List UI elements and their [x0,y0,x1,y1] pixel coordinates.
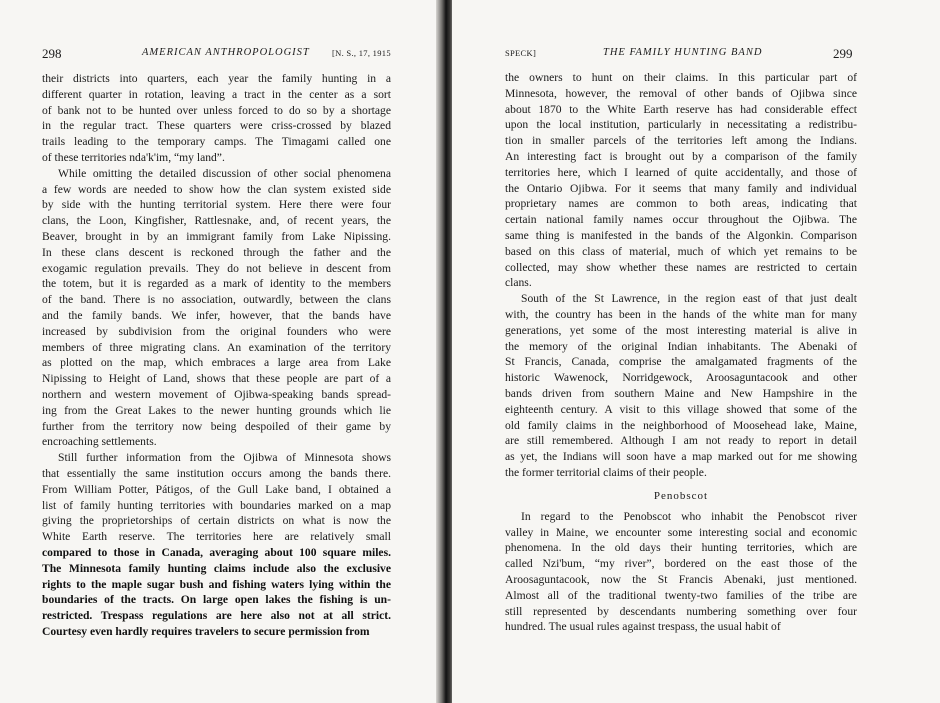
text-line: restricted. Trespass regulations are here also not at all strict. [42,609,391,623]
text-line: hundred. The usual rules against trespass, the usual habit of [505,620,781,634]
text-line: tion in smaller parcels of the territories left among the Indians. [505,134,857,148]
text-line: White Earth reserve. The territories here are relatively small [42,530,391,544]
text-line: An interesting fact is brought out by a comparison of the family [505,149,857,163]
text-line: the Ontario Ojibwa. For it seems that many family and individual [505,181,857,195]
text-line: South of the St Lawrence, in the region east of that just dealt [521,292,857,306]
text-line: northern and western movement of Ojibwa-speaking bands spread- [42,387,391,401]
text-line: as plotted on the map, which embraces a large area from Lake [42,356,391,370]
text-line: in the regular tract. These quarters were criss-crossed by blazed [42,119,391,133]
right-page-number: 299 [833,46,853,61]
text-line: the totem, but it is regarded as a mark of identity to the members [42,277,391,291]
text-line: valley in Maine, we encounter some interesting social and economic [505,525,857,539]
text-line: of bank not to be hunted over unless forced to do so by a shortage [42,103,391,117]
left-page-number: 298 [42,46,62,61]
text-line: list of family hunting territories with boundaries marked on a map [42,498,391,512]
text-line: bands driven from southern Maine and New Hampshire in the [505,386,857,400]
text-line: historic Wawenock, Norridgewock, Aroosaguntacook and other [505,371,857,385]
text-line: proprietary names are common to both areas, indicating that [505,197,857,211]
text-line: phenomena. In the old days their hunting territories, which are [505,541,857,555]
text-line: certain national family names occur throughout the Ojibwa. The [505,213,857,227]
text-line: In regard to the Penobscot who inhabit the Penobscot river [521,509,857,523]
text-line: are still remembered. Although I am not ready to report in detail [505,434,857,448]
text-line: Almost all of the traditional twenty-two families of the tribe are [505,588,857,602]
text-line: old family claims in the neighborhood of Moosehead lake, Maine, [505,418,857,432]
text-line: Aroosaguntacook, now the St Francis Abenaki, just mentioned. [505,572,857,586]
left-running-head: AMERICAN ANTHROPOLOGIST [142,47,310,58]
text-line: territories here, which I learned of quite accidentally, and those of [505,165,857,179]
text-line: Minnesota, however, the removal of other bands of Ojibwa since [505,86,857,100]
right-running-head: THE FAMILY HUNTING BAND [603,47,763,58]
text-line: From William Potter, Pátigos, of the Gull Lake band, I obtained a [42,482,391,496]
text-line: the former territorial claims of their people. [505,465,707,479]
text-line: and the family bands. We infer, however, that the bands have [42,308,391,322]
text-line: that essentially the same institution occurs among the bands there. [42,466,391,480]
text-line: the memory of the original Indian inhabitants. The Abenaki of [505,339,857,353]
text-line: members of three migrating clans. An examination of the territory [42,340,391,354]
text-line: of these territories nda'k'im, “my land”. [42,150,225,164]
text-line: by side with the hunting territorial system. Here there were four [42,198,391,212]
text-line: boundaries of the tracts. On large open lakes the fishing is un- [42,593,391,607]
right-page [452,0,940,703]
text-line: increased by subdivision from the original founders who were [42,324,391,338]
right-body-text [505,70,857,635]
text-line: a few words are needed to show how the clan system existed side [42,182,391,196]
text-line: the owners to hunt on their claims. In this particular part of [505,71,857,84]
text-line: of the band. There is no association, outwardly, between the clans [42,293,391,307]
text-line: clans. [505,276,532,290]
text-line: Nipissing to Height of Land, shows that these people are part of a [42,372,391,386]
text-line: In these clans descent is reckoned through the father and the [42,245,391,259]
text-line: eighteenth century. A visit to this village showed that some of the [505,402,857,416]
left-page [0,0,440,703]
text-line: exogamic regulation prevails. They do not believe in descent from [42,261,391,275]
text-line: ing from the Great Lakes to the newer hunting grounds which lie [42,403,391,417]
text-line: their districts into quarters, each year the family hunting in a [42,72,391,85]
text-line: Still further information from the Ojibwa of Minnesota shows [58,451,391,465]
text-line: different quarter in rotation, leaving a tract in the center as a sort [42,87,391,101]
text-line: encroaching settlements. [42,435,157,449]
text-line: trails leading to the temporary camps. The Timagami called one [42,135,391,149]
text-line: with, the country has been in the hands of the white man for many [505,307,857,321]
text-line: collected, may show whether these names are restricted to certain [505,260,857,274]
text-line: compared to those in Canada, averaging about 100 square miles. [42,545,391,559]
left-volume-label: [N. S., 17, 1915 [332,48,391,58]
text-line: Courtesy even hardly requires travelers to secure permission from [42,624,370,638]
section-heading: Penobscot [653,489,709,502]
text-line: upon the local institution, particularly in necessitating a redistribu- [505,118,857,132]
text-line: about 1870 to the White Earth reserve has had considerable effect [505,102,857,116]
text-line: The Minnesota family hunting claims include also the exclusive [42,561,391,575]
left-body-text [42,71,391,640]
text-line: clans, the Loon, Kingfisher, Rattlesnake, and, of recent years, the [42,214,391,228]
text-line: as yet, the Indians will soon have a map marked out for me showing [505,450,857,464]
text-line: St Francis, Canada, comprise the amalgamated fragments of the [505,355,857,369]
text-line: giving the proprietorships of certain districts on what is now the [42,514,391,528]
text-line: same thing is manifested in the bands of the Algonkin. Comparison [505,228,857,242]
text-line: based on this class of material, much of which yet remains to be [505,244,857,258]
text-line: further from the territory now being despoiled of their game by [42,419,391,433]
text-line: rights to the maple sugar bush and fishing waters lying within the [42,577,391,591]
right-running-head-author: SPECK] [505,48,537,58]
text-line: While omitting the detailed discussion of other social phenomena [58,166,391,180]
text-line: still represented by descendants numbering something over four [505,604,857,618]
text-line: generations, yet some of the most interesting material is alive in [505,323,857,337]
text-line: Beaver, brought in by an immigrant family from Lake Nipissing. [42,229,391,243]
text-line: called Nzi'bum, “my river”, bordered on the east those of the [505,557,857,571]
